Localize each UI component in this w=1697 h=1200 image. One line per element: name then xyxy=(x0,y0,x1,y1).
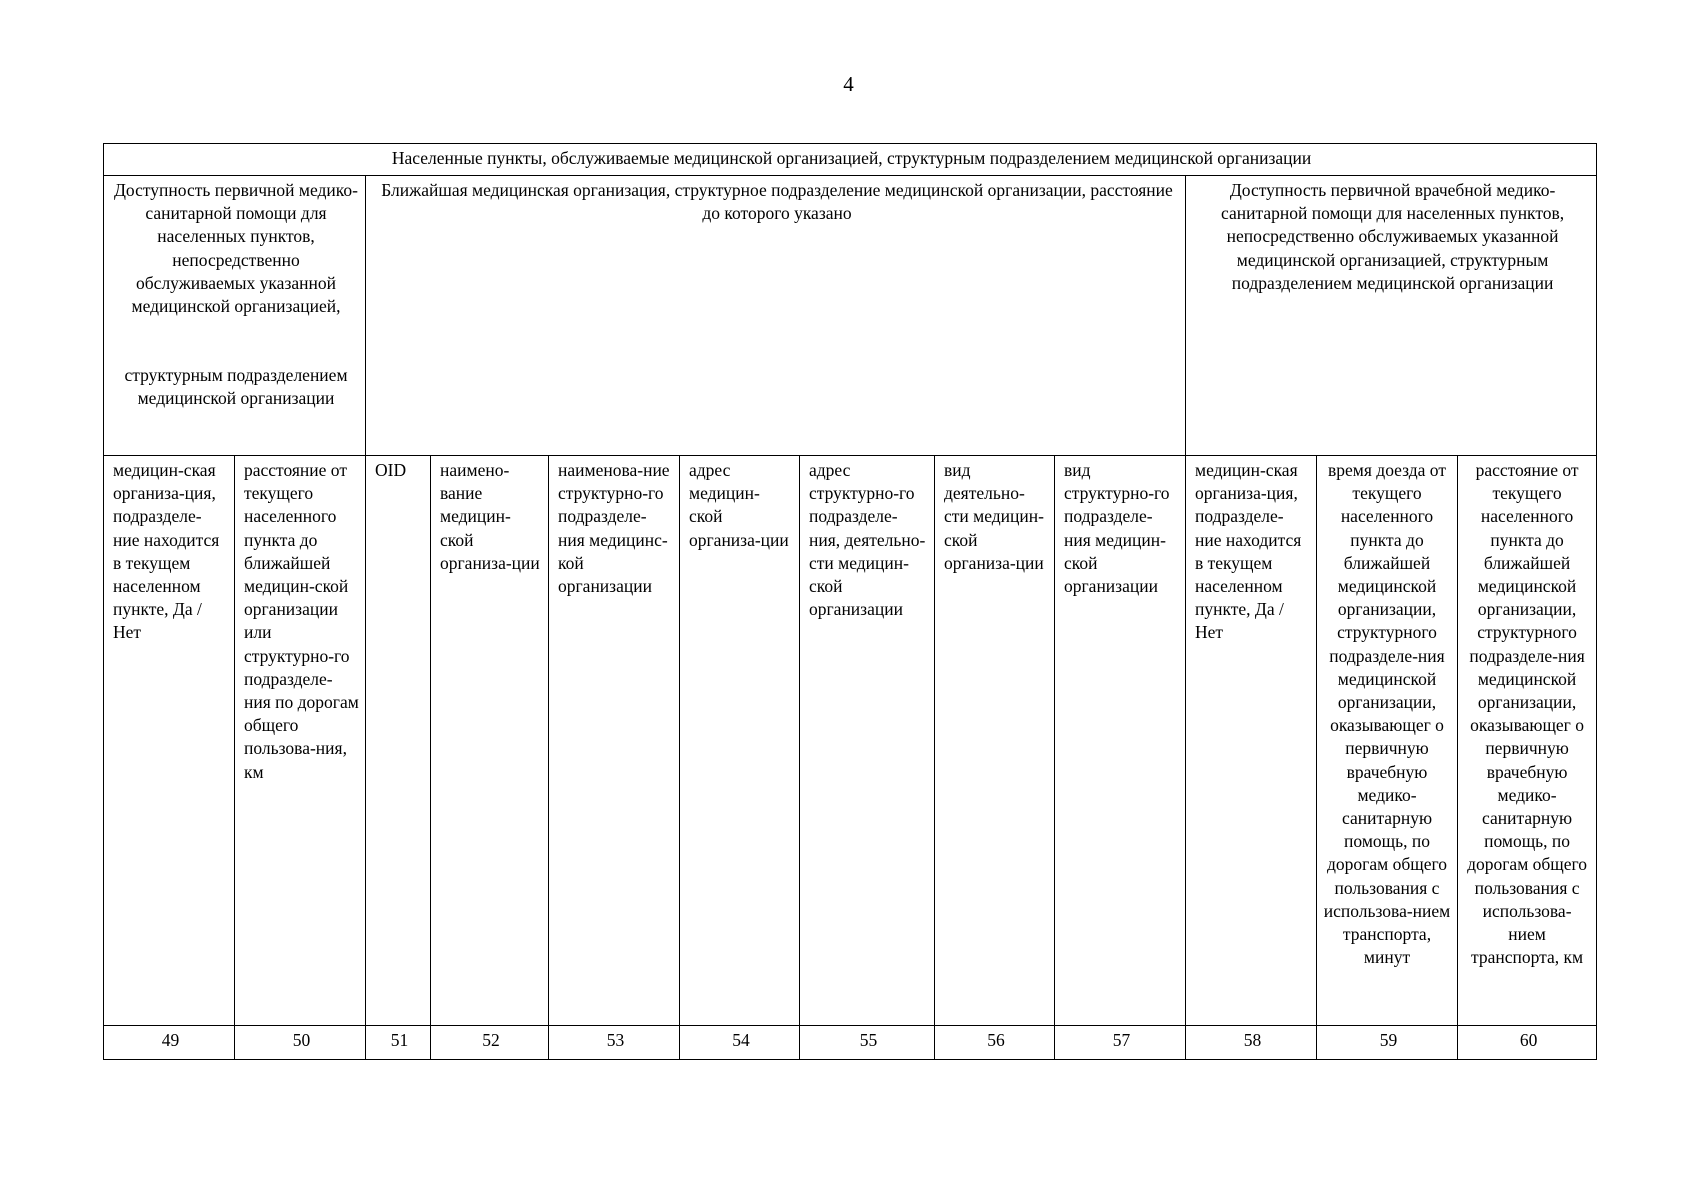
column-header-55: адрес структурно-го подразделе-ния, деятельно-сти медицин-ской организации xyxy=(800,456,935,1026)
column-header-56: вид деятельно-сти медицин-ской организа-ции xyxy=(935,456,1055,1026)
column-header-60: расстояние от текущего населенного пункта до ближайшей медицинской организации, структурного подразделе-ния медицинской организации, оказывающег о первичную врачебную медико-санитарную помощь, по дорогам общего пользования с использова-нием транспорта, км xyxy=(1458,456,1597,1026)
group-header-primary-care-access xyxy=(104,176,366,456)
column-header-51: OID xyxy=(366,456,431,1026)
column-number-51: 51 xyxy=(366,1026,431,1060)
column-header-row xyxy=(104,456,1597,1026)
column-number-53: 53 xyxy=(549,1026,680,1060)
column-number-58: 58 xyxy=(1186,1026,1317,1060)
column-header-52: наимено-вание медицин-ской организа-ции xyxy=(431,456,549,1026)
group-header-nearest-organization: Ближайшая медицинская организация, структурное подразделение медицинской организации, расстояние до которого указано xyxy=(366,176,1186,456)
column-number-60: 60 xyxy=(1458,1026,1597,1060)
column-header-53: наименова-ние структурно-го подразделе-ния медицинс-кой организации xyxy=(549,456,680,1026)
column-header-59: время доезда от текущего населенного пункта до ближайшей медицинской организации, структурного подразделе-ния медицинской организации, оказывающег о первичную врачебную медико-санитарную помощь, по дорогам общего пользования с использова-нием транспорта, минут xyxy=(1317,456,1458,1026)
group-header-physician-care-access: Доступность первичной врачебной медико-санитарной помощи для населенных пунктов, непосредственно обслуживаемых указанной медицинской организацией, структурным подразделением медицинской организации xyxy=(1186,176,1597,456)
column-number-54: 54 xyxy=(680,1026,800,1060)
page-number: 4 xyxy=(843,72,854,96)
column-number-57: 57 xyxy=(1055,1026,1186,1060)
column-header-54: адрес медицин-ской организа-ции xyxy=(680,456,800,1026)
column-number-50: 50 xyxy=(235,1026,366,1060)
column-number-52: 52 xyxy=(431,1026,549,1060)
table-title-row xyxy=(104,144,1597,176)
column-number-row xyxy=(104,1026,1597,1060)
group-header-primary-care-access-part-a: Доступность первичной медико-санитарной помощи для населенных пунктов, непосредственно обслуживаемых указанной медицинской организацией, xyxy=(114,180,358,317)
column-header-58: медицин-ская организа-ция, подразделе-ние находится в текущем населенном пункте, Да / Нет xyxy=(1186,456,1317,1026)
column-number-59: 59 xyxy=(1317,1026,1458,1060)
column-header-50: расстояние от текущего населенного пункта до ближайшей медицин-ской организации или структурно-го подразделе-ния по дорогам общего пользова-ния, км xyxy=(235,456,366,1026)
group-header-row xyxy=(104,176,1597,456)
column-number-49: 49 xyxy=(104,1026,235,1060)
column-header-49: медицин-ская организа-ция, подразделе-ние находится в текущем населенном пункте, Да / Нет xyxy=(104,456,235,1026)
table-title: Населенные пункты, обслуживаемые медицинской организацией, структурным подразделением медицинской организации xyxy=(104,144,1597,176)
group-header-primary-care-access-part-b: структурным подразделением медицинской организации xyxy=(124,365,348,409)
column-number-55: 55 xyxy=(800,1026,935,1060)
column-number-56: 56 xyxy=(935,1026,1055,1060)
column-header-57: вид структурно-го подразделе-ния медицин-ской организации xyxy=(1055,456,1186,1026)
settlements-table xyxy=(103,143,1597,1060)
